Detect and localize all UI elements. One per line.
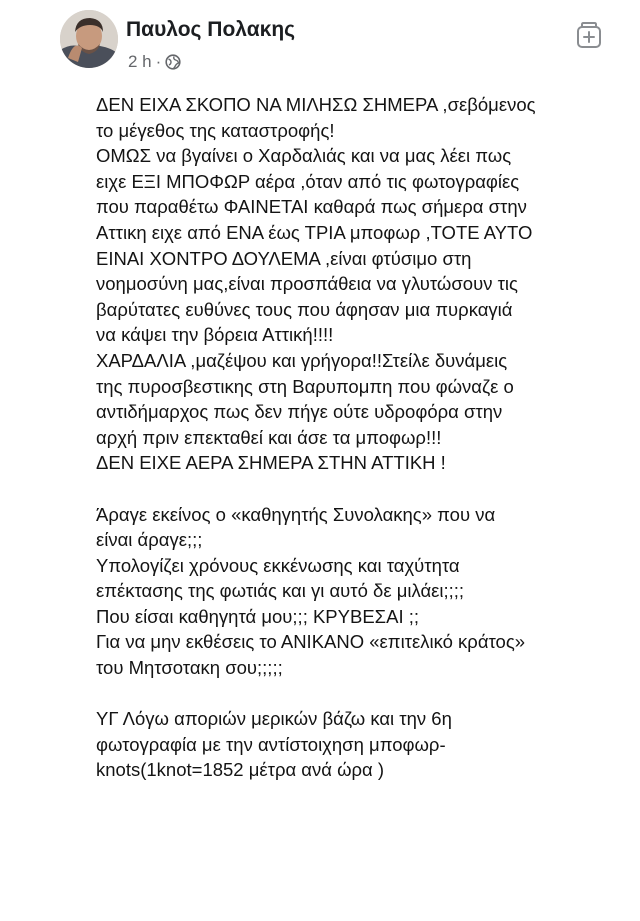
post-timestamp[interactable]: 2 h bbox=[128, 52, 152, 71]
post-text-line: αντιδήμαρχος πως δεν πήγε ούτε υδροφόρα στην bbox=[96, 401, 503, 423]
author-avatar[interactable] bbox=[60, 10, 118, 68]
post-text-line: ΔΕΝ ΕΙΧΑ ΣΚΟΠΟ ΝΑ ΜΙΛΗΣΩ ΣΗΜΕΡΑ ,σεβόμενος bbox=[96, 94, 536, 115]
post-text-line: αρχή πριν επεκταθεί και άσε τα μποφωρ!!! bbox=[96, 426, 442, 448]
post-text-line: Υπολογίζει χρόνους εκκένωσης και ταχύτητα bbox=[96, 554, 460, 576]
globe-icon[interactable] bbox=[165, 54, 181, 70]
post-text-line: επέκτασης της φωτιάς και γι αυτό δε μιλάει;;;; bbox=[96, 580, 465, 602]
post-text-line: βαρύτατες ευθύνες τους που άφησαν μια πυρκαγιά bbox=[96, 298, 513, 320]
post-text-line: φωτογραφία με την αντίστοιχηση μποφωρ- bbox=[96, 733, 446, 755]
post-text-line: είναι άραγε;;; bbox=[96, 529, 203, 551]
post-text-line: Αττικη ειχε από ΕΝΑ έως ΤΡΙΑ μποφωρ ,ΤΟΤΕ ΑΥΤΟ bbox=[96, 221, 533, 243]
bookmark-plus-icon bbox=[574, 20, 604, 50]
post-text-line: Για να μην εκθέσεις το ΑΝΙΚΑΝΟ «επιτελικό κράτος» bbox=[96, 631, 526, 653]
post-text-line bbox=[96, 476, 636, 502]
post-text-line: που παραθέτω ΦΑΙΝΕΤΑΙ καθαρά πως σήμερα στην bbox=[96, 196, 527, 218]
post-text-line: ΕΙΝΑΙ ΧΟΝΤΡΟ ΔΟΥΛΕΜΑ ,είναι φτύσιμο στη bbox=[96, 247, 472, 269]
post-header bbox=[60, 6, 640, 78]
post-text bbox=[96, 92, 636, 783]
post-text-line: Άραγε εκείνος ο «καθηγητής Συνολακης» που να bbox=[96, 503, 496, 525]
post-text-line: νοημοσύνη μας,είναι προσπάθεια να γλυτώσουν τις bbox=[96, 273, 518, 295]
meta-separator: · bbox=[155, 52, 162, 71]
author-name[interactable]: Παυλος Πολακης bbox=[126, 18, 296, 41]
post-text-line: να κάψει την βόρεια Αττική!!!! bbox=[96, 324, 334, 346]
post-text-line bbox=[96, 681, 636, 707]
post-meta bbox=[128, 52, 181, 72]
post-text-line: το μέγεθος της καταστροφής! bbox=[96, 119, 335, 141]
post-text-line: ειχε ΕΞΙ ΜΠΟΦΩΡ αέρα ,όταν από τις φωτογραφίες bbox=[96, 170, 520, 192]
post-text-line: της πυροσβεστικης στη Βαρυπομπη που φώναζε ο bbox=[96, 375, 514, 397]
post-text-line: του Μητσοτακη σου;;;;; bbox=[96, 657, 283, 679]
post-text-line: Που είσαι καθηγητά μου;;; ΚΡΥΒΕΣΑΙ ;; bbox=[96, 605, 420, 627]
avatar-portrait-icon bbox=[60, 10, 118, 68]
post-text-line: ΥΓ Λόγω αποριών μερικών βάζω και την 6η bbox=[96, 708, 452, 730]
post-text-line: ΔΕΝ ΕΙΧΕ ΑΕΡΑ ΣΗΜΕΡΑ ΣΤΗΝ ΑΤΤΙΚΗ ! bbox=[96, 452, 446, 474]
post-text-line: ΧΑΡΔΑΛΙΑ ,μαζέψου και γρήγορα!!Στείλε δυνάμεις bbox=[96, 349, 508, 371]
post-text-line: ΟΜΩΣ να βγαίνει ο Χαρδαλιάς και να μας λέει πως bbox=[96, 145, 512, 167]
save-post-button[interactable] bbox=[574, 20, 604, 50]
post-text-line: knots(1knot=1852 μέτρα ανά ώρα ) bbox=[96, 759, 385, 781]
